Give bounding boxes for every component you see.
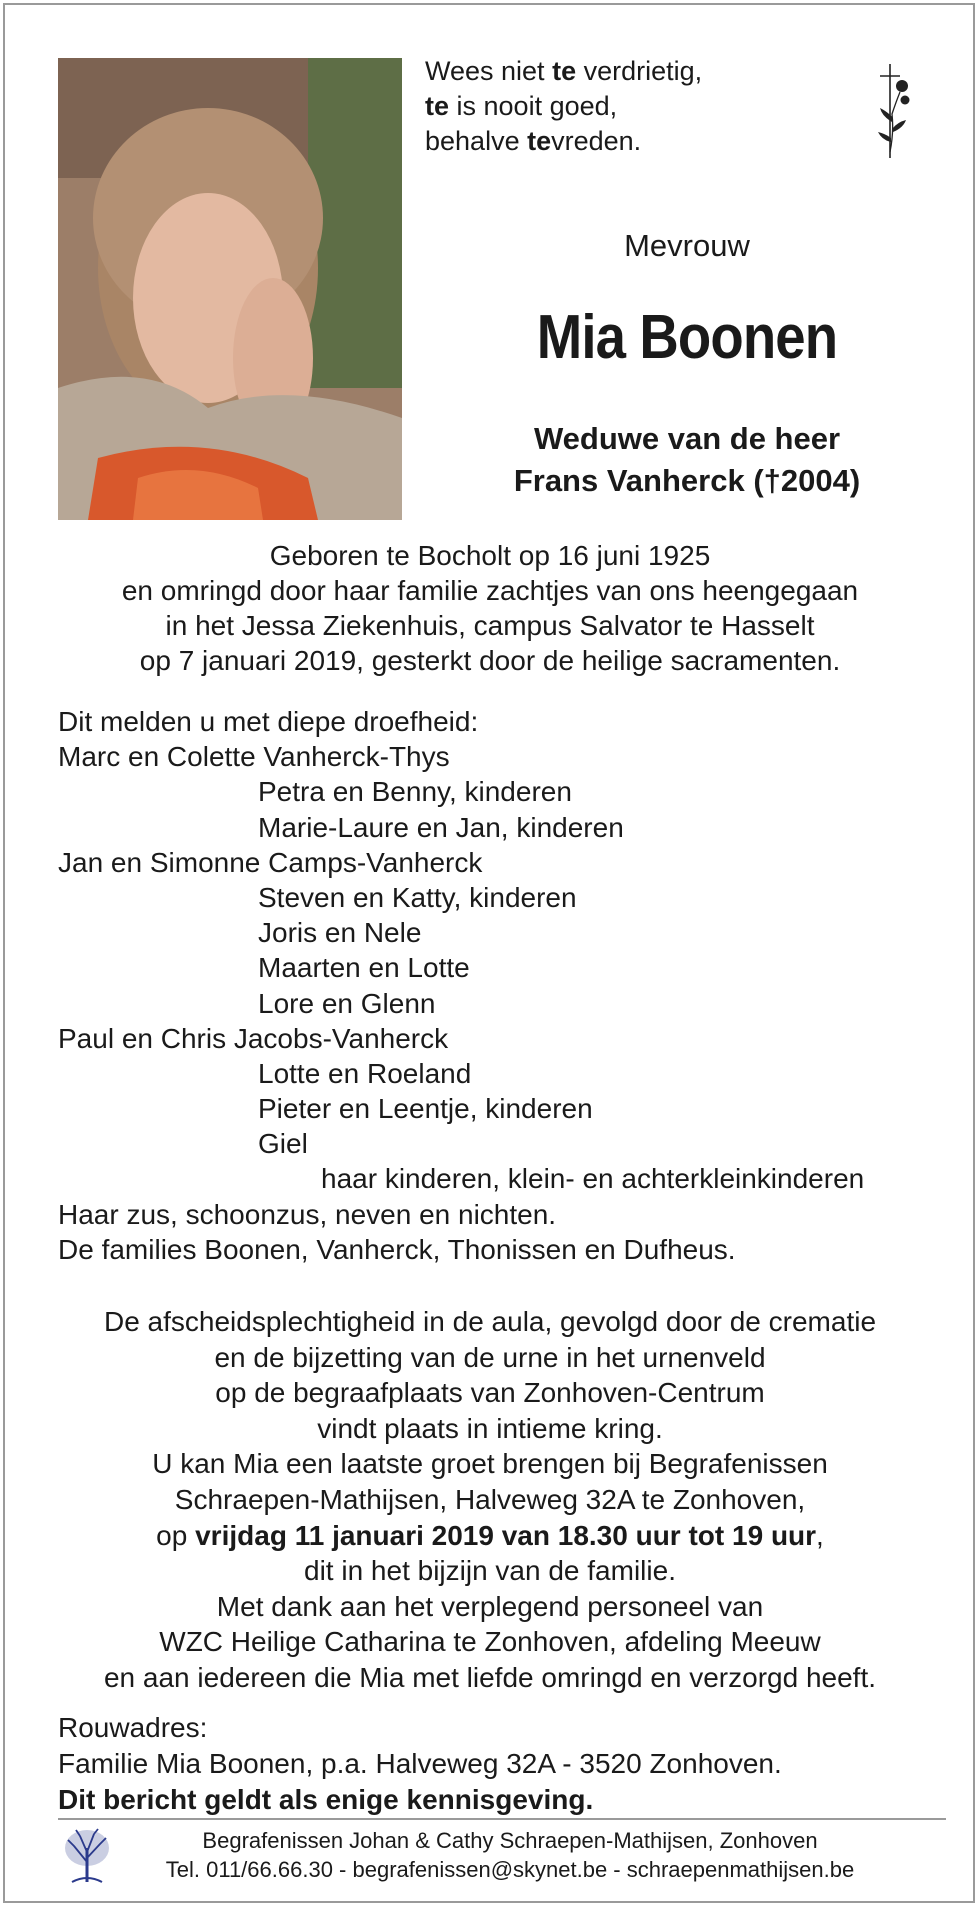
footer-divider bbox=[58, 1818, 946, 1820]
birth-death-info bbox=[40, 538, 940, 678]
widow-line: Weduwe van de heer bbox=[533, 421, 841, 456]
mourner-line: Dit melden u met diepe droefheid: bbox=[58, 706, 479, 737]
cross-rose-icon bbox=[872, 62, 916, 160]
ceremony-line: De afscheidsplechtigheid in de aula, gevolgd door de crematie bbox=[103, 1306, 877, 1337]
widow-line: Frans Vanherck (†2004) bbox=[513, 463, 861, 498]
info-line: en omringd door haar familie zachtjes van ons heengegaan bbox=[121, 575, 859, 606]
ceremony-info bbox=[40, 1304, 940, 1696]
motto-emphasis: te bbox=[527, 126, 552, 156]
ceremony-line: vindt plaats in intieme kring. bbox=[317, 1412, 663, 1444]
mourner-line: haar kinderen, klein- en achterkleinkinderen bbox=[321, 1163, 865, 1195]
ceremony-line: en de bijzetting van de urne in het urnenveld bbox=[214, 1341, 766, 1373]
ceremony-text: , bbox=[816, 1519, 824, 1551]
motto-text: vreden. bbox=[551, 126, 642, 156]
notice-line: Dit bericht geldt als enige kennisgeving. bbox=[58, 1784, 594, 1815]
tree-logo-icon bbox=[62, 1828, 112, 1884]
info-line: in het Jessa Ziekenhuis, campus Salvator te Hasselt bbox=[165, 610, 815, 641]
portrait-photo bbox=[58, 58, 402, 520]
motto bbox=[425, 54, 702, 159]
ceremony-line: dit in het bijzijn van de familie. bbox=[304, 1555, 676, 1587]
mourners-list bbox=[58, 704, 958, 1267]
motto-text: behalve bbox=[425, 126, 528, 156]
mourner-line: Jan en Simonne Camps-Vanherck bbox=[58, 846, 483, 878]
motto-emphasis: te bbox=[552, 56, 577, 86]
ceremony-line: WZC Heilige Catharina te Zonhoven, afdeling Meeuw bbox=[159, 1626, 821, 1658]
mourner-line: Paul en Chris Jacobs-Vanherck bbox=[58, 1022, 449, 1054]
mourner-line: Maarten en Lotte bbox=[258, 952, 470, 984]
mourner-line: Lotte en Roeland bbox=[258, 1057, 472, 1089]
undertaker-footer bbox=[110, 1826, 910, 1884]
visit-datetime: vrijdag 11 januari 2019 van 18.30 uur tot 19 uur bbox=[195, 1519, 817, 1551]
motto-text: Wees niet bbox=[425, 56, 553, 86]
footer-line: Tel. 011/66.66.30 - begrafenissen@skynet.be - schraepenmathijsen.be bbox=[165, 1857, 855, 1882]
mourner-line: Lore en Glenn bbox=[258, 987, 436, 1019]
address-label: Rouwadres: bbox=[58, 1712, 208, 1743]
address-line: Familie Mia Boonen, p.a. Halveweg 32A - 3520 Zonhoven. bbox=[58, 1748, 782, 1779]
deceased-name: Mia Boonen bbox=[536, 303, 838, 372]
info-line: op 7 januari 2019, gesterkt door de heilige sacramenten. bbox=[139, 645, 841, 676]
honorific: Mevrouw bbox=[624, 228, 750, 263]
widow-of bbox=[420, 418, 954, 502]
ceremony-line: en aan iedereen die Mia met liefde omringd en verzorgd heeft. bbox=[103, 1661, 877, 1693]
mourner-line: Haar zus, schoonzus, neven en nichten. bbox=[58, 1198, 557, 1230]
ceremony-line bbox=[40, 1518, 940, 1554]
motto-text: verdrietig, bbox=[576, 56, 703, 86]
motto-text: is nooit goed, bbox=[449, 91, 618, 121]
ceremony-line: Schraepen-Mathijsen, Halveweg 32A te Zonhoven, bbox=[174, 1483, 806, 1515]
mourner-line: Steven en Katty, kinderen bbox=[258, 881, 577, 913]
mourner-line: Joris en Nele bbox=[258, 917, 422, 949]
ceremony-line: op de begraafplaats van Zonhoven-Centrum bbox=[215, 1377, 765, 1409]
ceremony-text: op bbox=[156, 1519, 196, 1551]
mourner-line: De families Boonen, Vanherck, Thonissen en Dufheus. bbox=[58, 1233, 736, 1265]
mourner-line: Marc en Colette Vanherck-Thys bbox=[58, 741, 450, 773]
mourner-line: Giel bbox=[258, 1128, 308, 1160]
mourner-line: Pieter en Leentje, kinderen bbox=[258, 1093, 593, 1125]
mourning-address bbox=[58, 1710, 958, 1818]
info-line: Geboren te Bocholt op 16 juni 1925 bbox=[269, 540, 711, 571]
motto-emphasis: te bbox=[425, 91, 450, 121]
footer-line: Begrafenissen Johan & Cathy Schraepen-Mathijsen, Zonhoven bbox=[202, 1828, 818, 1853]
mourner-line: Marie-Laure en Jan, kinderen bbox=[258, 811, 624, 843]
ceremony-line: U kan Mia een laatste groet brengen bij Begrafenissen bbox=[152, 1448, 828, 1480]
ceremony-line: Met dank aan het verplegend personeel van bbox=[216, 1590, 764, 1622]
mourner-line: Petra en Benny, kinderen bbox=[258, 776, 572, 808]
